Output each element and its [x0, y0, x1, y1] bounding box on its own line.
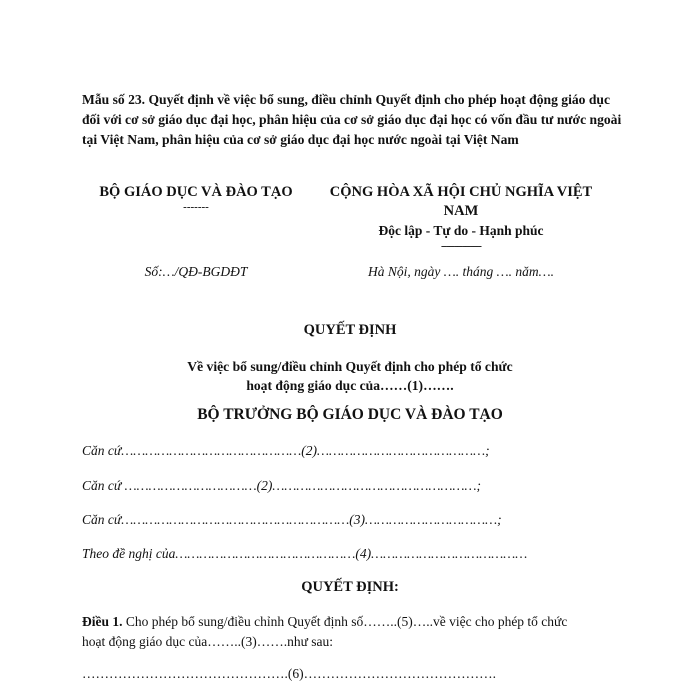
- form-heading: Mẫu số 23. Quyết định về việc bổ sung, điều chỉnh Quyết định cho phép hoạt động giáo dục đối với cơ sở giáo dục đại học, phân hiệu của cơ sở giáo dục đại học có vốn đầu tư nước ngoài tại Việt Nam, phân hiệu của cơ sở giáo dục đại học nước ngoài tại Việt Nam: [82, 92, 622, 147]
- nation-block: [318, 183, 604, 252]
- legal-basis-1: Căn cứ………………………………………(2)……………………………………;: [82, 443, 490, 458]
- nation-separator: ---------------: [441, 240, 481, 252]
- fill-in-line: ……………………………………….(6)…………………………………….: [82, 666, 496, 681]
- place-date: Hà Nội, ngày …. tháng …. năm….: [367, 264, 554, 279]
- agency-block: [80, 183, 312, 212]
- agency-name: BỘ GIÁO DỤC VÀ ĐÀO TẠO: [99, 184, 293, 200]
- decision-title: QUYẾT ĐỊNH: [303, 322, 397, 338]
- issuing-authority: BỘ TRƯỞNG BỘ GIÁO DỤC VÀ ĐÀO TẠO: [197, 406, 503, 423]
- decision-heading: QUYẾT ĐỊNH:: [301, 579, 399, 595]
- legal-basis-2: Căn cứ ……………………………(2)……………………………………………;: [82, 478, 481, 493]
- subject-line-1: Về việc bổ sung/điều chỉnh Quyết định cho phép tổ chức: [187, 359, 513, 374]
- subject-line-2: hoạt động giáo dục của……(1)…….: [246, 378, 454, 393]
- document-number: Số:…/QĐ-BGDĐT: [144, 264, 248, 279]
- article-1: [82, 612, 622, 652]
- proposal-basis: Theo đề nghị của………………………………………(4)…………………………………: [82, 546, 528, 561]
- article-1-text: Cho phép bổ sung/điều chỉnh Quyết định số……..(5)…..về việc cho phép tổ chức: [122, 614, 568, 629]
- article-1-text-continued: hoạt động giáo dục của……..(3)…….như sau:: [82, 634, 334, 649]
- decision-subject: [150, 357, 550, 395]
- agency-separator: -------: [183, 201, 209, 213]
- nation-name: CỘNG HÒA XÃ HỘI CHỦ NGHĨA VIỆT NAM: [329, 184, 593, 219]
- article-1-label: Điều 1.: [82, 614, 123, 629]
- legal-basis-3: Căn cứ…………………………………………………(3)……………………………;: [82, 512, 502, 527]
- nation-motto: Độc lập - Tự do - Hạnh phúc: [378, 223, 544, 238]
